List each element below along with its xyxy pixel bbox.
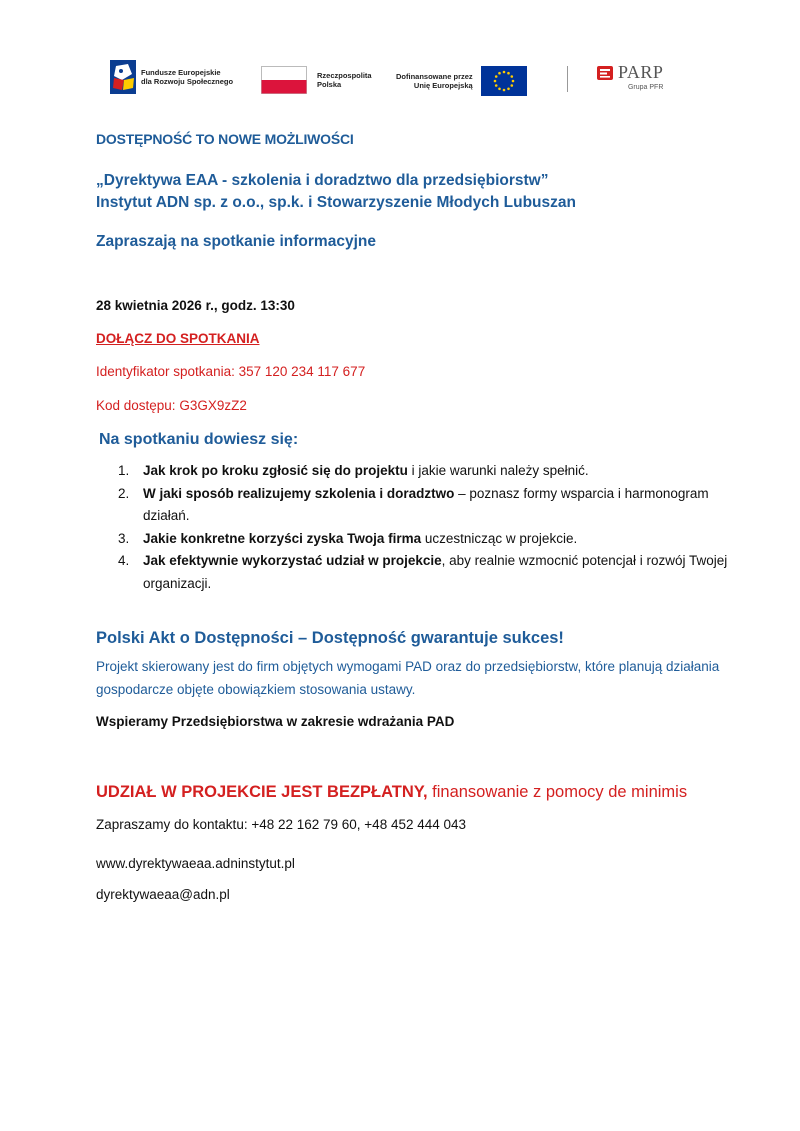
parp-subtitle: Grupa PFR bbox=[627, 84, 664, 91]
list-number: 1. bbox=[118, 463, 130, 478]
email-link[interactable]: dyrektywaeaa@adn.pl bbox=[96, 887, 230, 902]
eu-flag-icon bbox=[481, 66, 527, 96]
free-participation bbox=[96, 783, 687, 802]
list-item bbox=[118, 550, 728, 595]
free-participation-bold: UDZIAŁ W PROJEKCIE JEST BEZPŁATNY, bbox=[96, 783, 428, 801]
list-item-bold: Jak krok po kroku zgłosić się do projektu bbox=[143, 463, 408, 478]
eu-logo-text: Dofinansowane przez Unię Europejską bbox=[396, 72, 473, 90]
learn-heading: Na spotkaniu dowiesz się: bbox=[99, 431, 299, 448]
organizers: Instytut ADN sp. z o.o., sp.k. i Stowarzyszenie Młodych Lubuszan bbox=[96, 194, 576, 211]
contact-phones: Zapraszamy do kontaktu: +48 22 162 79 60, +48 452 444 043 bbox=[96, 817, 467, 832]
list-item-text: uczestnicząc w projekcie. bbox=[421, 530, 578, 546]
list-item bbox=[118, 483, 728, 528]
parp-name: PARP bbox=[618, 62, 664, 82]
list-number: 3. bbox=[118, 530, 130, 546]
project-title: „Dyrektywa EAA - szkolenia i doradztwo dla przedsiębiorstw” bbox=[96, 172, 549, 189]
join-meeting-link[interactable]: DOŁĄCZ DO SPOTKANIA bbox=[96, 331, 260, 346]
logo-separator bbox=[567, 66, 568, 92]
rp-logo-text: Rzeczpospolita Polska bbox=[317, 71, 372, 89]
pad-heading: Polski Akt o Dostępności – Dostępność gwarantuje sukces! bbox=[96, 629, 564, 647]
list-item-bold: Jak efektywnie wykorzystać udział w projekcie bbox=[143, 553, 442, 568]
list-item bbox=[118, 460, 728, 483]
list-number: 4. bbox=[118, 553, 130, 568]
polish-flag-icon bbox=[261, 66, 307, 94]
list-item-text: – poznasz formy wsparcia i harmonogram działań. bbox=[143, 485, 709, 523]
support-line: Wspieramy Przedsiębiorstwa w zakresie wdrażania PAD bbox=[96, 714, 455, 729]
fe-logo-text: Fundusze Europejskie dla Rozwoju Społecznego bbox=[141, 68, 234, 86]
list-item-bold: Jakie konkretne korzyści zyska Twoja firma bbox=[143, 530, 422, 546]
parp-emblem-icon bbox=[597, 66, 613, 80]
meeting-date: 28 kwietnia 2026 r., godz. 13:30 bbox=[96, 298, 295, 313]
pad-description: Projekt skierowany jest do firm objętych wymogami PAD oraz do przedsiębiorstw, które planują działania gospodarcze objęte obowiązkiem stosowania ustawy. bbox=[96, 659, 720, 697]
website-link[interactable]: www.dyrektywaeaa.adninstytut.pl bbox=[96, 856, 295, 871]
rzeczpospolita-logo bbox=[261, 66, 372, 94]
invitation-line: Zapraszają na spotkanie informacyjne bbox=[96, 233, 376, 250]
eu-cofunded-logo bbox=[396, 66, 527, 96]
list-item-text: i jakie warunki należy spełnić. bbox=[407, 463, 589, 478]
free-participation-rest: finansowanie z pomocy de minimis bbox=[427, 783, 688, 801]
access-code: Kod dostępu: G3GX9zZ2 bbox=[96, 398, 247, 413]
list-number: 2. bbox=[118, 485, 130, 501]
fundusze-europejskie-logo bbox=[110, 60, 233, 94]
meeting-id: Identyfikator spotkania: 357 120 234 117 677 bbox=[96, 364, 366, 379]
list-item-bold: W jaki sposób realizujemy szkolenia i doradztwo bbox=[143, 485, 455, 501]
page-heading: DOSTĘPNOŚĆ TO NOWE MOŻLIWOŚCI bbox=[96, 131, 354, 147]
learn-list bbox=[118, 460, 728, 595]
list-item-text: , aby realnie wzmocnić potencjał i rozwój Twojej organizacji. bbox=[143, 553, 728, 591]
logo-bar bbox=[0, 56, 800, 106]
parp-logo bbox=[597, 62, 663, 91]
fe-emblem-icon bbox=[110, 60, 136, 94]
list-item bbox=[118, 528, 728, 551]
